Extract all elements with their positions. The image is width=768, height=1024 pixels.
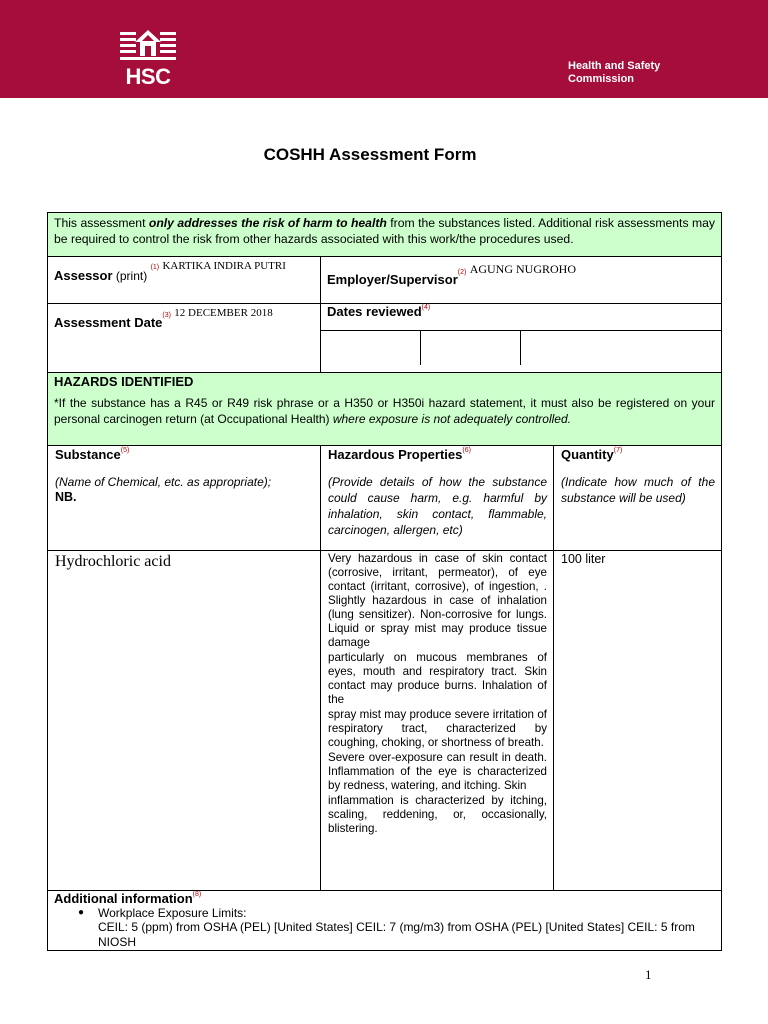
logo-text: HSC: [125, 64, 171, 89]
employer-cell[interactable]: Employer/Supervisor$^{(2)}$ AGUNG NUGROHO: [321, 257, 722, 304]
page-title: COSHH Assessment Form: [263, 145, 477, 164]
dates-reviewed-label: Dates reviewed: [327, 304, 422, 319]
column-headers-row: [48, 446, 722, 551]
header-banner: [0, 0, 768, 98]
assessor-label: Assessor: [54, 268, 113, 283]
quantity-value: 100 liter: [561, 552, 606, 566]
intro-row: [48, 213, 722, 257]
employer-value: AGUNG NUGROHO: [469, 262, 577, 276]
hsc-logo: [118, 30, 178, 88]
dates-reviewed-cell: [321, 304, 722, 373]
additional-info-label: Additional information: [54, 891, 193, 906]
bullet-icon: ●: [78, 907, 85, 918]
assessment-date-cell[interactable]: Assessment Date$^{(3)}$ 12 DECEMBER 2018: [48, 304, 321, 373]
quantity-header: Quantity$^{(7)}$ (Indicate how much of the substance will be used): [554, 446, 722, 551]
assessment-date-value: 12 DECEMBER 2018: [174, 307, 273, 319]
substance-value: Hydrochloric acid: [55, 553, 171, 570]
properties-header: Hazardous Properties$^{(6)}$ (Provide details of how the substance could cause harm, e.g. harmful by inhalation, skin contact, flammable, carcinogen, allergen, etc): [321, 446, 554, 551]
employer-label: Employer/Supervisor: [327, 272, 458, 287]
hsc-emblem-icon: [118, 30, 178, 64]
hazard-line-2: particularly on mucous membranes of eyes, mouth and respiratory tract. Skin contact may produce burns. Inhalation of the: [328, 651, 547, 706]
dates-reviewed-grid: Dates reviewed$^{(4)}$: [321, 304, 721, 365]
substance-entry-row: [48, 551, 722, 891]
substance-header: Substance$^{(5)}$ (Name of Chemical, etc. as appropriate); NB.: [48, 446, 321, 551]
hazard-line-4: Severe over-exposure can result in death. Inflammation of the eye is characterized by redness, watering, and itching. Skin: [328, 751, 547, 792]
hazard-line-3: spray mist may produce severe irritation of respiratory tract, characterized by coughing, choking, or shortness of breath.: [328, 708, 547, 749]
intro-text: This assessment only addresses the risk of harm to health from the substances listed. Additional risk assessments may be required to control the risk from other hazards associated with this work/the procedures used.: [54, 216, 715, 246]
exposure-limits-label: Workplace Exposure Limits:: [98, 906, 247, 920]
hazard-line-1: Very hazardous in case of skin contact (corrosive, irritant, permeator), of eye contact (irritant, corrosive), of ingestion, . Slightly hazardous in case of inhalation (lung sensitizer). Non-corrosive for lungs. Liquid or spray mist may produce tissue damage: [328, 552, 547, 649]
date-row: [48, 304, 722, 373]
review-date-field-1[interactable]: [321, 331, 420, 366]
hazards-row: [48, 373, 722, 446]
assessment-date-label: Assessment Date: [54, 315, 163, 330]
assessor-cell[interactable]: Assessor (print) $^{(1)}$ KARTIKA INDIRA PUTRI: [48, 257, 321, 304]
assessor-value: KARTIKA INDIRA PUTRI: [162, 260, 286, 272]
review-date-field-2[interactable]: [420, 331, 520, 366]
hazards-heading: HAZARDS IDENTIFIED: [54, 374, 194, 389]
review-date-field-3[interactable]: [520, 331, 721, 366]
page-number: 1: [645, 967, 652, 982]
quantity-value-cell[interactable]: [554, 551, 722, 891]
additional-info-cell[interactable]: Additional information$^{(8)}$ ● Workplace Exposure Limits: CEIL: 5 (ppm) from OSHA (PEL) [United States] CEIL: 7 (mg/m3) from OSHA (PEL) [United States] CEIL: 5 from NIOSH: [48, 891, 722, 951]
properties-value-cell[interactable]: [321, 551, 554, 891]
carcinogen-note: *If the substance has a R45 or R49 risk phrase or a H350 or H350i hazard statement, it must also be registered on your personal carcinogen return (at Occupational Health) where exposure is not adequately controlled.: [54, 396, 715, 426]
hazard-line-5: inflammation is characterized by itching, scaling, reddening, or, occasionally, blistering.: [328, 794, 547, 835]
substance-value-cell[interactable]: [48, 551, 321, 891]
additional-info-row: [48, 891, 722, 951]
coshh-form-table: [47, 212, 722, 951]
organization-name: Health and Safety Commission: [568, 60, 661, 85]
assessor-row: [48, 257, 722, 304]
exposure-limits-detail: CEIL: 5 (ppm) from OSHA (PEL) [United States] CEIL: 7 (mg/m3) from OSHA (PEL) [United States] CEIL: 5 from NIOSH: [98, 920, 695, 949]
